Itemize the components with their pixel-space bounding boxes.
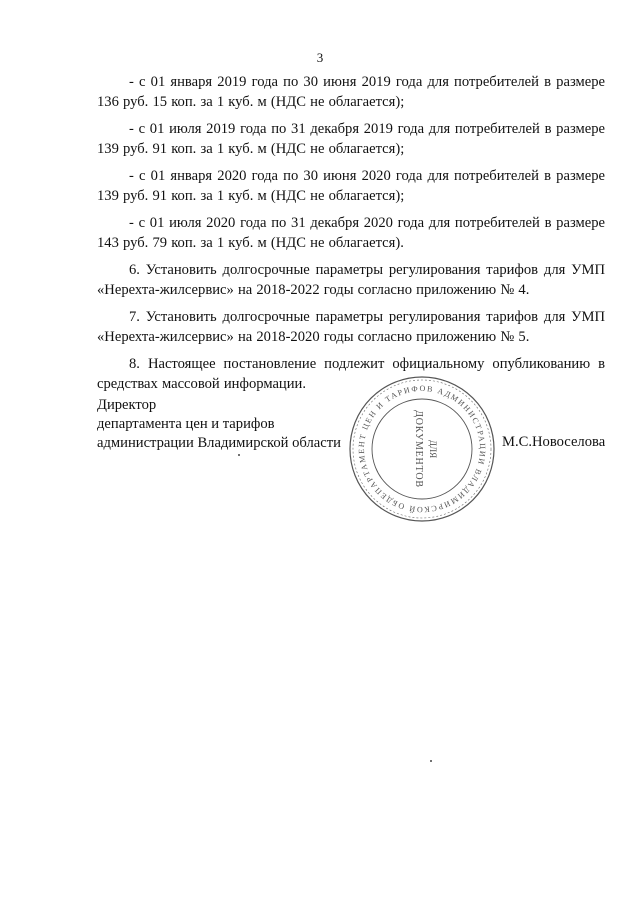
scan-speck [430, 760, 432, 762]
tariff-period-1: - с 01 января 2019 года по 30 июня 2019 года для потребителей в размере 136 руб. 15 коп. за 1 куб. м (НДС не облагается); [97, 74, 605, 110]
tariff-period-2: - с 01 июля 2019 года по 31 декабря 2019 года для потребителей в размере 139 руб. 91 коп. за 1 куб. м (НДС не облагается); [97, 121, 605, 157]
stamp-center-line-1: ДЛЯ [428, 439, 438, 459]
stamp-ring-textpath: ДЕПАРТАМЕНТ ЦЕН И ТАРИФОВ АДМИНИСТРАЦИИ ВЛАДИМИРСКОЙ ОБЛАСТИ [356, 383, 488, 515]
signatory-name: М.С.Новоселова [502, 434, 606, 450]
tariff-period-3: - с 01 января 2020 года по 30 июня 2020 года для потребителей в размере 139 руб. 91 коп. за 1 куб. м (НДС не облагается); [97, 168, 605, 204]
official-stamp [348, 375, 496, 523]
clause-6: 6. Установить долгосрочные параметры регулирования тарифов для УМП «Нерехта-жилсервис» на 2018-2022 годы согласно приложению № 4. [97, 262, 605, 298]
signatory-title [97, 396, 341, 453]
document-body [97, 72, 605, 401]
signatory-title-line-3: администрации Владимирской области [97, 435, 341, 451]
tariff-period-4: - с 01 июля 2020 года по 31 декабря 2020 года для потребителей в размере 143 руб. 79 коп. за 1 куб. м (НДС не облагается). [97, 215, 605, 251]
signatory-title-line-1: Директор [97, 397, 157, 413]
clause-8: 8. Настоящее постановление подлежит официальному опубликованию в средствах массовой информации. [97, 356, 605, 392]
stamp-center [413, 410, 438, 488]
signatory-title-line-2: департамента цен и тарифов [97, 416, 275, 432]
stamp-center-line-2: ДОКУМЕНТОВ [413, 410, 424, 488]
page-number: 3 [316, 50, 324, 65]
clause-7: 7. Установить долгосрочные параметры регулирования тарифов для УМП «Нерехта-жилсервис» на 2018-2020 годы согласно приложению № 5. [97, 309, 605, 345]
scan-speck [238, 454, 240, 456]
